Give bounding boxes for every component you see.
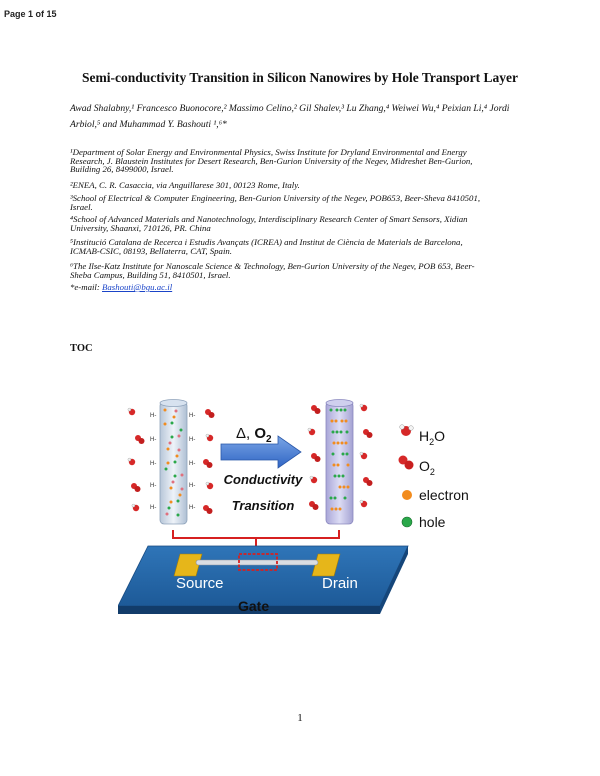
particle (341, 420, 344, 423)
transition-text: Transition (231, 498, 295, 513)
device-nanowire (196, 560, 318, 565)
particle (339, 508, 342, 511)
particle (338, 475, 341, 478)
affiliation-6-line-2: Sheba Campus, Building 51, 8410501, Israel. (70, 269, 231, 280)
particle (170, 487, 173, 490)
particle (333, 464, 336, 467)
author-list (70, 101, 532, 133)
drain-label: Drain (322, 575, 358, 592)
particle (164, 409, 167, 412)
particle (176, 455, 179, 458)
particle (332, 431, 335, 434)
particle (340, 409, 343, 412)
particle (337, 464, 340, 467)
h-label: H- (189, 505, 196, 511)
toc-heading: TOC (70, 343, 93, 354)
affiliation-5-line-2: ICMAB-CSIC, 08193, Bellaterra, CAT, Spain. (70, 245, 232, 256)
particle (167, 462, 170, 465)
particle (332, 453, 335, 456)
particle (170, 501, 173, 504)
author-line-2: Arbiol,⁵ and Muhammad Y. Bashouti ¹,⁶* (70, 119, 227, 131)
particle (347, 464, 350, 467)
particle (342, 475, 345, 478)
particle (342, 453, 345, 456)
affiliation-1 (70, 148, 532, 174)
particle (331, 420, 334, 423)
gate-label: Gate (238, 598, 270, 614)
particle (180, 429, 183, 432)
toc-figure (118, 388, 498, 618)
particle (177, 500, 180, 503)
particle (340, 431, 343, 434)
particle (341, 442, 344, 445)
particle (181, 488, 184, 491)
legend-o2-label: $O_2$ (419, 458, 435, 477)
particle (179, 494, 182, 497)
h-label: H- (189, 461, 196, 467)
h-label: H- (150, 483, 157, 489)
legend-electron-label: electron (419, 487, 469, 503)
particle (334, 475, 337, 478)
zoom-bracket (173, 530, 339, 548)
h-label: H- (150, 413, 157, 419)
affiliation-1-line-3: Building 26, 8499000, Israel. (70, 164, 174, 175)
particle (169, 442, 172, 445)
affiliation-5 (70, 238, 532, 255)
particle (345, 442, 348, 445)
particle (181, 474, 184, 477)
particle (331, 508, 334, 511)
particle (335, 508, 338, 511)
particle (174, 475, 177, 478)
particle (343, 486, 346, 489)
particle (346, 453, 349, 456)
conductivity-text: Conductivity (223, 472, 303, 487)
legend-h2o-icon (400, 425, 414, 436)
h-label: H- (150, 505, 157, 511)
particle (165, 468, 168, 471)
particle (167, 448, 170, 451)
particle (330, 497, 333, 500)
affiliation-4-line-1: ⁴School of Advanced Materials and Nanotechnology, Interdisciplinary Research Center of Smart Sensors, Xidian (70, 214, 468, 224)
affiliation-3 (70, 194, 532, 211)
particle (344, 409, 347, 412)
device-schematic (118, 546, 408, 614)
paper-title: Semi-conductivity Transition in Silicon Nanowires by Hole Transport Layer (81, 70, 519, 85)
particle (178, 435, 181, 438)
particle (171, 436, 174, 439)
particle (171, 422, 174, 425)
affiliation-1-line-2: Research, J. Blaustein Institutes for Desert Research, Ben-Gurion University of the Negev, Midreshet Ben-Gurion, (70, 155, 473, 166)
particle (334, 497, 337, 500)
nanowire-before (160, 400, 187, 525)
page-indicator: Page 1 of 15 (4, 9, 57, 19)
particle (336, 431, 339, 434)
author-line-1: Awad Shalabny,¹ Francesco Buonocore,² Massimo Celino,² Gil Shalev,³ Lu Zhang,⁴ Weiwei Wu,⁴ Peixian Li,⁴ Jordi (70, 103, 510, 114)
legend-electron-icon (402, 490, 412, 500)
affiliation-2 (70, 181, 532, 190)
particle (337, 442, 340, 445)
particle (172, 481, 175, 484)
legend-h2o-label: $H_2O$ (419, 428, 446, 447)
h-label: H- (189, 413, 196, 419)
particle (177, 514, 180, 517)
particle (336, 409, 339, 412)
email-link[interactable]: Bashouti@bgu.ac.il (102, 282, 173, 292)
legend-hole-icon (402, 517, 412, 527)
affiliation-5-line-1: ⁵Institució Catalana de Recerca i Estudis Avançats (ICREA) and Institut de Ciència de Materials de Barcelona, (70, 237, 463, 247)
affiliation-4-line-2: University, Shaanxi, 710126, PR. China (70, 222, 211, 233)
h-label: H- (150, 437, 157, 443)
particle (339, 486, 342, 489)
arrow-label: Δ, $O_2$ (236, 425, 272, 445)
particle (346, 431, 349, 434)
particle (168, 507, 171, 510)
particle (333, 442, 336, 445)
h-label: H- (150, 461, 157, 467)
particle (347, 486, 350, 489)
affiliation-3-line-2: Israel. (70, 201, 93, 212)
affiliation-2-line-1: ²ENEA, C. R. Casaccia, via Anguillarese 301, 00123 Rome, Italy. (70, 180, 300, 190)
h-label: H- (189, 483, 196, 489)
particle (335, 420, 338, 423)
particle (174, 461, 177, 464)
particle (175, 410, 178, 413)
particle (166, 513, 169, 516)
particle (345, 420, 348, 423)
affiliation-3-line-1: ³School of Electrical & Computer Engineering, Ben-Gurion University of the Negev, POB653, Beer-Sheva 8410501, (70, 193, 481, 203)
legend-hole-label: hole (419, 514, 446, 530)
legend (399, 425, 469, 530)
affiliation-1-line-1: ¹Department of Solar Energy and Environmental Physics, Swiss Institute for Dryland Environmental and Energy (70, 147, 467, 157)
particle (178, 449, 181, 452)
email-label: *e-mail: (70, 282, 103, 292)
nanowire-after (326, 400, 353, 525)
source-label: Source (176, 575, 224, 592)
affiliation-6-line-1: ⁶The Ilse-Katz Institute for Nanoscale Science & Technology, Ben-Gurion University of the Negev, POB 653, Beer- (70, 261, 475, 271)
particle (344, 497, 347, 500)
affiliation-4 (70, 215, 532, 232)
particle (330, 409, 333, 412)
h-label: H- (189, 437, 196, 443)
legend-o2-icon (399, 456, 414, 470)
page-number: 1 (297, 712, 303, 724)
affiliation-6 (70, 262, 532, 279)
email-line (70, 283, 532, 292)
particle (164, 423, 167, 426)
particle (173, 416, 176, 419)
